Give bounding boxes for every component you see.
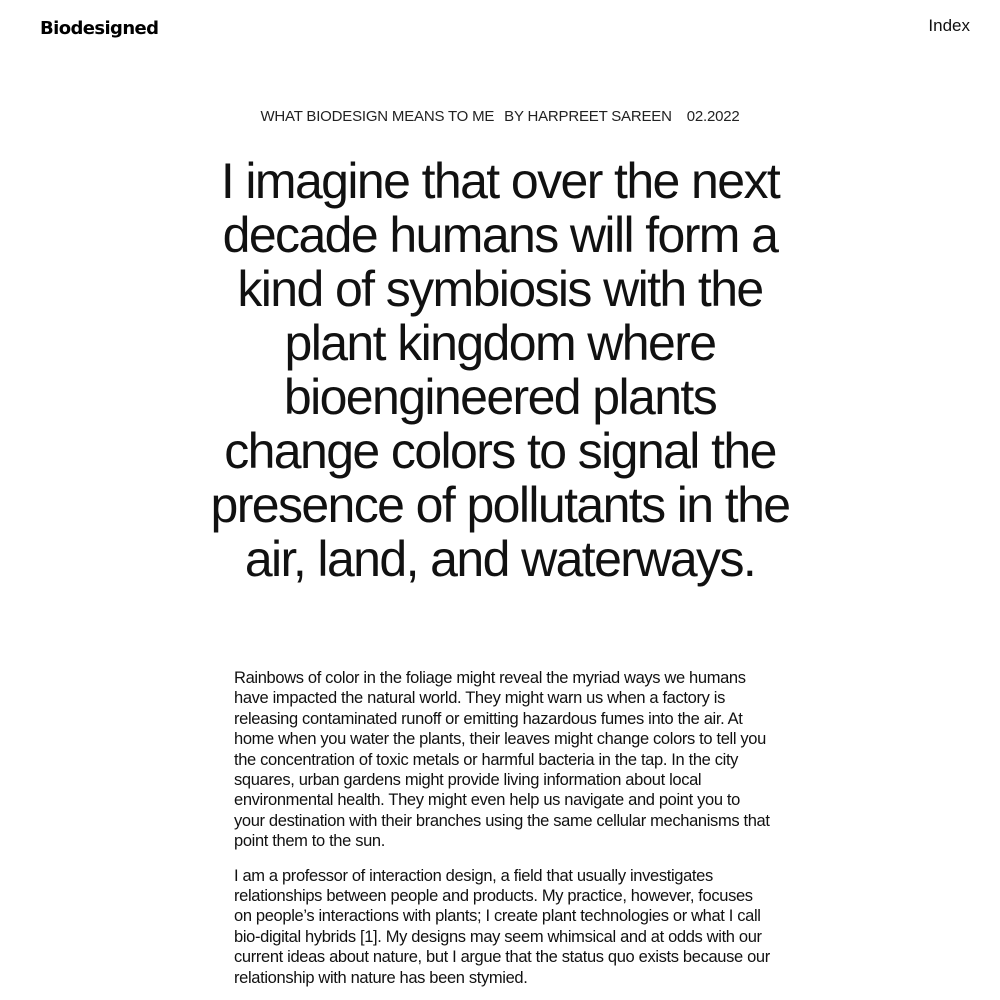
article-meta: [0, 108, 1000, 125]
article-paragraph: I am a professor of interaction design, a field that usually investigates relationships between people and products. My practice, however, focuses on people’s interactions with plants; I create plant technologies or what I call bio-digital hybrids [1]. My designs may seem whimsical and at odds with our current ideas about nature, but I argue that the status quo exists because our relationship with nature has been stymied.: [234, 866, 770, 987]
article-body: [234, 668, 774, 1000]
site-logo[interactable]: Biodesigned: [40, 18, 159, 39]
index-link[interactable]: Index: [928, 16, 970, 35]
article-byline: BY HARPREET SAREEN: [504, 108, 672, 125]
article-section: WHAT BIODESIGN MEANS TO ME: [260, 108, 495, 125]
site-header: [0, 16, 1000, 44]
article-date: 02.2022: [686, 108, 740, 125]
article-headline: I imagine that over the next decade humans will form a kind of symbiosis with the plant kingdom where bioengineered plants change colors to signal the presence of pollutants in the air, land, and waterways.: [210, 153, 790, 587]
article-paragraph: Rainbows of color in the foliage might reveal the myriad ways we humans have impacted the natural world. They might warn us when a factory is releasing contaminated runoff or emitting hazardous fumes into the air. At home when you water the plants, their leaves might change colors to tell you the concentration of toxic metals or harmful bacteria in the tap. In the city squares, urban gardens might provide living information about local environmental health. They might even help us navigate and point you to your destination with their branches using the same cellular mechanisms that point them to the sun.: [234, 669, 770, 851]
